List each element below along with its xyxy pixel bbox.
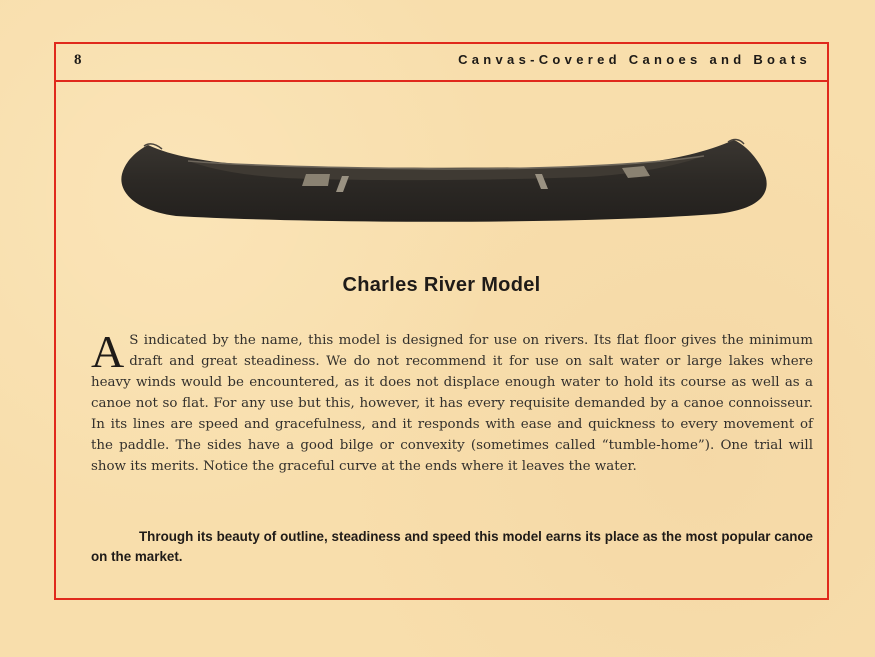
drop-cap: A [91,326,125,377]
body-paragraph [91,326,813,477]
canoe-illustration [116,136,776,226]
page-number: 8 [74,52,82,68]
canoe-seat-front [302,174,330,186]
body-text: S indicated by the name, this model is designed for use on rivers. Its flat floor gives the minimum draft and great steadiness. We do not recommend it for use on salt water or large lakes where heavy winds would be encountered, as it does not displace enough water to hold its course as well as a canoe not so flat. For any use but this, however, it has every requisite demanded by a canoe connoisseur. In its lines are speed and gracefulness, and it responds with ease and quickness to every movement of the paddle. The sides have a good bilge or convexity (sometimes called “tumble-home”). One trial will show its merits. Notice the graceful curve at the ends where it leaves the water. [91,333,813,474]
model-title: Charles River Model [342,274,541,296]
canoe-hull [121,140,766,222]
running-head: Canvas-Covered Canoes and Boats [458,52,811,67]
closing-paragraph: Through its beauty of outline, steadiness and speed this model earns its place as the most popular canoe on the market. [91,529,813,564]
page-frame [54,42,829,600]
header-divider [56,80,827,82]
